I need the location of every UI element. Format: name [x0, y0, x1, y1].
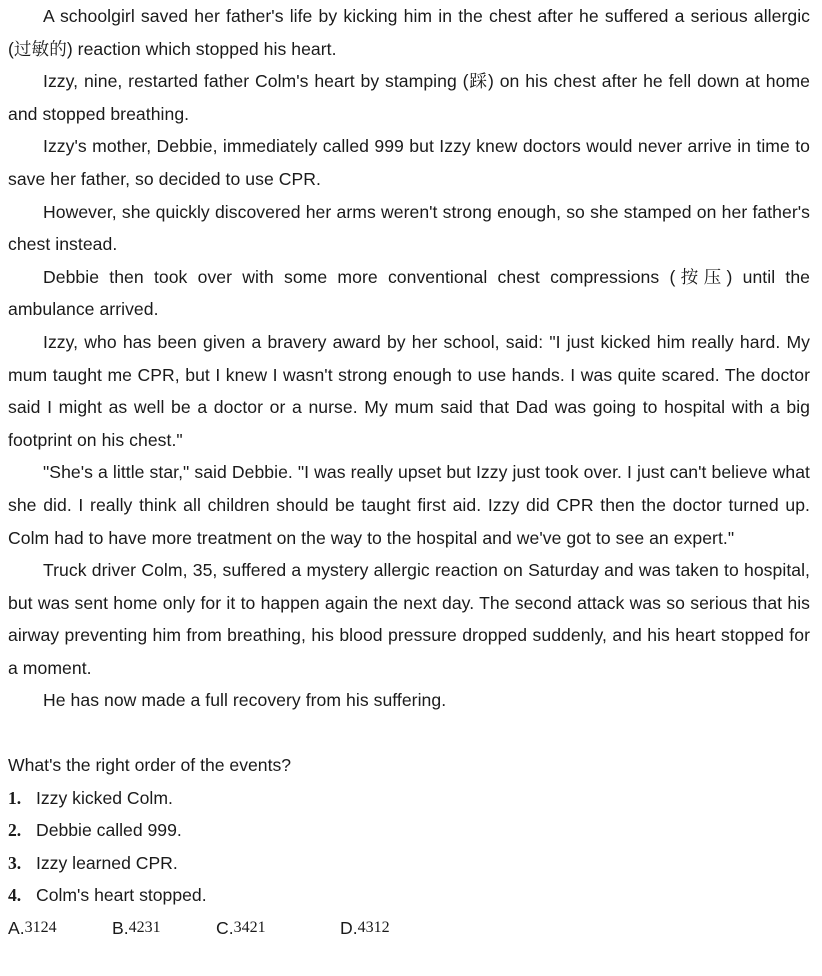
paragraph: Izzy, nine, restarted father Colm's heart by stamping (踩) on his chest after he fell down at home and stopped breathing.: [8, 71, 810, 124]
event-text: Debbie called 999.: [36, 820, 182, 841]
event-number: 4.: [8, 885, 22, 906]
paragraph: Truck driver Colm, 35, suffered a mystery allergic reaction on Saturday and was taken to hospital, but was sent home only for it to happen again the next day. The second attack was so serious that his airway preventing him from breathing, his blood pressure dropped suddenly, and his heart stopped for a moment.: [8, 560, 810, 678]
question-prompt: What's the right order of the events?: [8, 755, 292, 776]
event-item: [8, 879, 810, 912]
option-value: 4312: [357, 919, 390, 937]
paragraph: A schoolgirl saved her father's life by kicking him in the chest after he suffered a serious allergic (过敏的) reaction which stopped his heart.: [8, 6, 810, 59]
document: [8, 0, 810, 945]
spacer: [8, 717, 810, 749]
paragraph: "She's a little star," said Debbie. "I was really upset but Izzy just took over. I just can't believe what she did. I really think all children should be taught first aid. Izzy did CPR then the doctor turned up. Colm had to have more treatment on the way to the hospital and we've got to see an expert.": [8, 462, 810, 548]
paragraph: Izzy's mother, Debbie, immediately called 999 but Izzy knew doctors would never arrive in time to save her father, so decided to use CPR.: [8, 136, 810, 189]
answer-options: [8, 912, 810, 945]
event-text: Izzy learned CPR.: [36, 852, 178, 873]
paragraph: Debbie then took over with some more conventional chest compressions (按压) until the ambulance arrived.: [8, 266, 810, 320]
paragraph: He has now made a full recovery from his suffering.: [43, 690, 447, 711]
event-item: [8, 814, 810, 847]
option-c[interactable]: [216, 912, 340, 945]
event-text: Izzy kicked Colm.: [36, 787, 173, 808]
question-block: [8, 749, 810, 945]
option-letter: A.: [8, 918, 25, 939]
option-a[interactable]: [8, 912, 112, 945]
option-b[interactable]: [112, 912, 216, 945]
option-letter: B.: [112, 918, 129, 939]
event-number: 1.: [8, 787, 22, 808]
event-number: 2.: [8, 820, 22, 841]
event-item: [8, 782, 810, 815]
passage: [8, 0, 810, 717]
option-value: 4231: [128, 919, 161, 937]
event-item: [8, 847, 810, 880]
option-value: 3124: [24, 919, 57, 937]
option-letter: C.: [216, 918, 234, 939]
paragraph: Izzy, who has been given a bravery award by her school, said: "I just kicked him really hard. My mum taught me CPR, but I knew I wasn't strong enough to use hands. I was quite scared. The doctor said I might as well be a doctor or a nurse. My mum said that Dad was going to hospital with a big footprint on his chest.": [8, 331, 810, 450]
event-text: Colm's heart stopped.: [36, 885, 207, 906]
option-letter: D.: [340, 918, 358, 939]
event-number: 3.: [8, 852, 22, 873]
option-d[interactable]: [340, 912, 460, 945]
paragraph: However, she quickly discovered her arms weren't strong enough, so she stamped on her father's chest instead.: [8, 201, 810, 255]
option-value: 3421: [233, 919, 266, 937]
